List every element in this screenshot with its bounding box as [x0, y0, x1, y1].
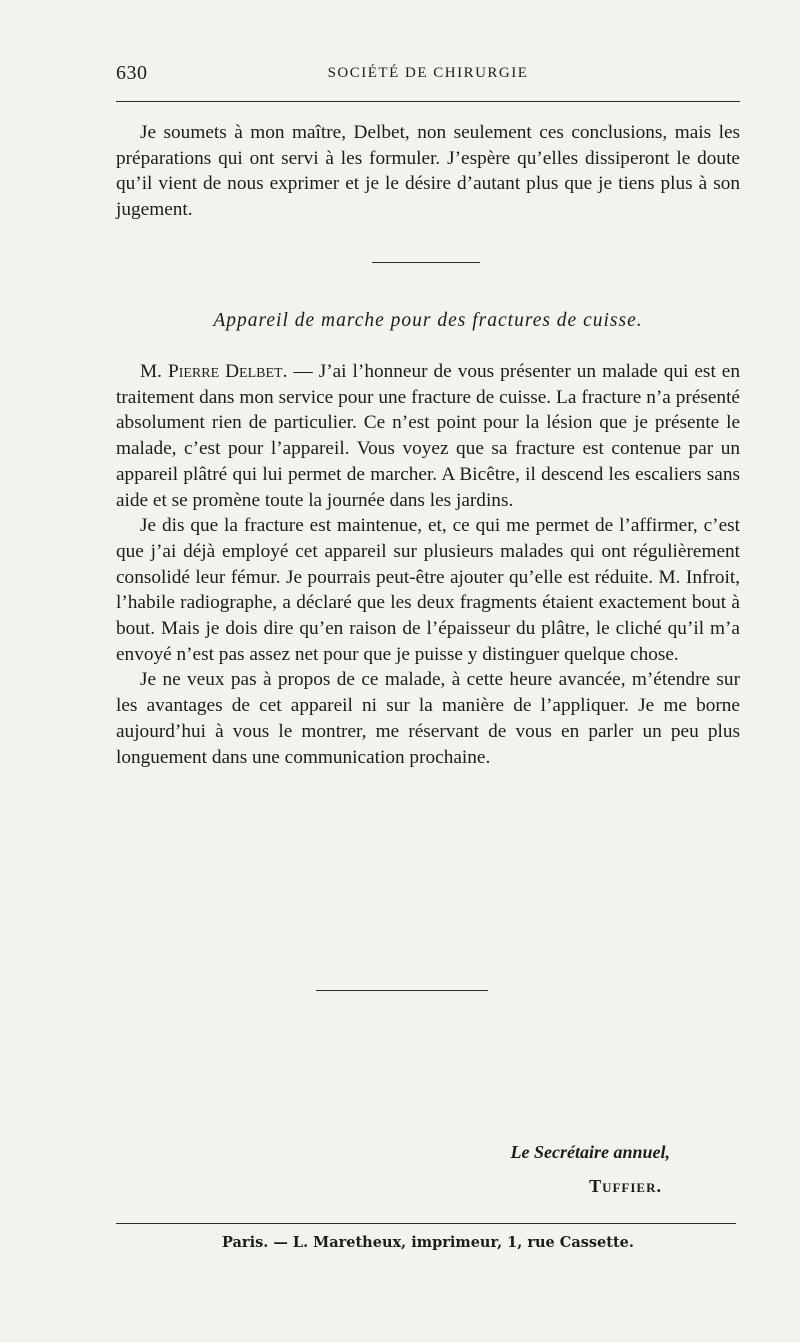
speaker-name: M. Pierre Delbet. [140, 361, 288, 382]
running-head [116, 62, 740, 88]
paragraph-1 [116, 359, 740, 513]
paragraph-2: Je dis que la fracture est maintenue, et, ce qui me permet de l’affirmer, c’est que j’ai déjà employé cet appareil sur plusieurs malades qui ont régulièrement consolidé leur fémur. Je pourrais peut-être ajouter qu’elle est réduite. M. Infroit, l’habile radiographe, a déclaré que les deux fragments étaient exactement bout à bout. Mais je dois dire qu’en raison de l’épaisseur du plâtre, le cliché qu’il m’a envoyé n’est pas assez net pour que je puisse y distinguer quelque chose. [116, 515, 740, 665]
signature-block [511, 1135, 671, 1203]
closing-divider [316, 990, 488, 991]
section-body [116, 359, 740, 770]
section-divider [372, 262, 480, 263]
footer-rule [116, 1223, 736, 1224]
signature-role: Le Secrétaire annuel, [510, 1142, 670, 1162]
intro-paragraph-block [116, 120, 740, 223]
paragraph-3: Je ne veux pas à propos de ce malade, à cette heure avancée, m’étendre sur les avantages de cet appareil ni sur la manière de l’appliquer. Je me borne aujourd’hui à vous le montrer, me réservant de vous en parler un peu plus longuement dans une communication prochaine. [116, 669, 740, 768]
signature-name: Tuffier. [589, 1176, 662, 1196]
section-title: Appareil de marche pour des fractures de cuisse. [213, 310, 643, 331]
printer-imprint: Paris. — L. Maretheux, imprimeur, 1, rue Cassette. [222, 1234, 634, 1251]
running-title: SOCIÉTÉ DE CHIRURGIE [327, 65, 529, 81]
intro-paragraph: Je soumets à mon maître, Delbet, non seulement ces conclusions, mais les préparations qui ont servi à les formuler. J’espère qu’elles dissiperont le doute qu’il vient de nous exprimer et je le désire d’autant plus que je tiens plus à son jugement. [116, 122, 740, 221]
page-number: 630 [116, 62, 148, 84]
paragraph-1-text: — J’ai l’honneur de vous présenter un malade qui est en traitement dans mon service pour une fracture de cuisse. La fracture n’a présenté absolument rien de particulier. Ce n’est point pour la lésion que je présente le malade, c’est pour l’appareil. Vous voyez que sa fracture est contenue par un appareil plâtré qui lui permet de marcher. A Bicêtre, il descend les escaliers sans aide et se promène toute la journée dans les jardins. [116, 361, 740, 511]
header-rule [116, 101, 740, 102]
